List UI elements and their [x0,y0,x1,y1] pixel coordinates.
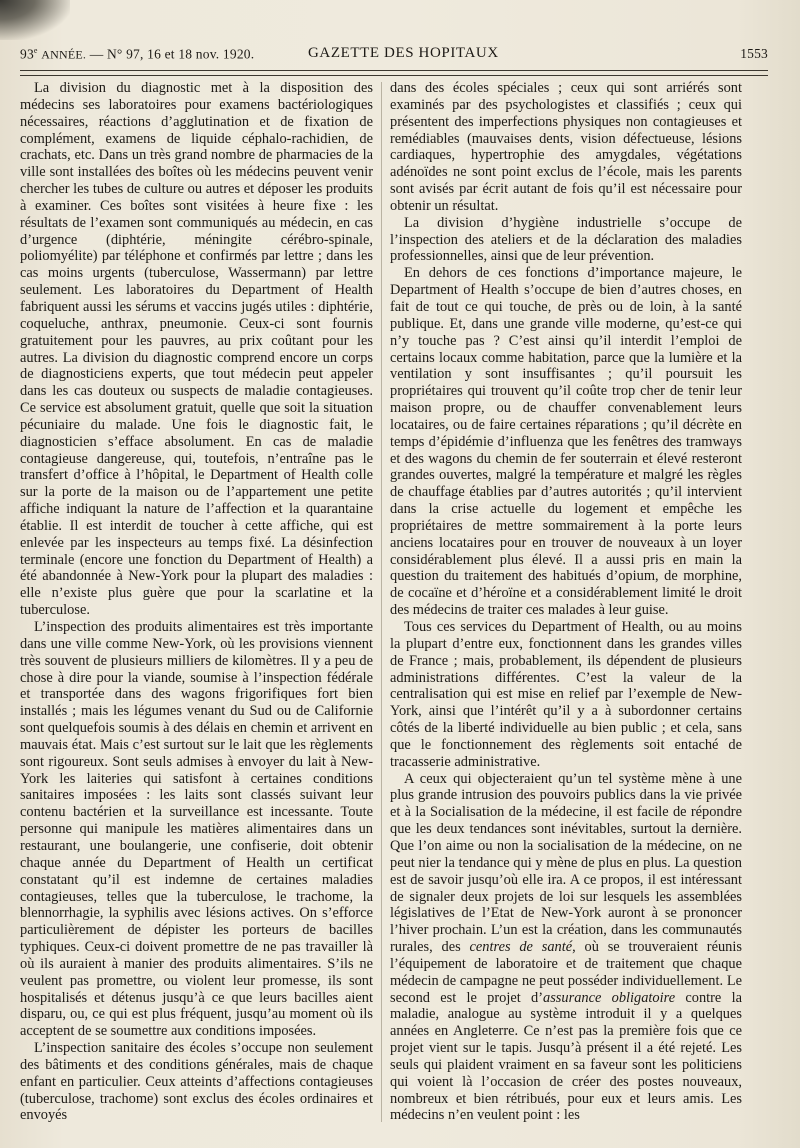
header-rule [20,70,768,76]
paragraph-industrial-hygiene: La division d’hygiène industrielle s’occupe de l’inspection des ateliers et de la déclaration des maladies professionnelles, ainsi que de leur prévention. [390,214,742,265]
issue-word: ANNÉE. [41,47,87,62]
issue-info [20,46,254,63]
left-column [20,80,373,1124]
socialisation-text-1: A ceux qui objecteraient qu’un tel système mène à une plus grande intrusion des pouvoirs publics dans la vie privée et à la Socialisation de la médecine, il est facile de répondre que les deux tendances sont inévitables, surtout la dernière. Que l’on aime ou non la socialisation de la médecine, on ne peut nier la tendance qui y mène de plus en plus. La question est de savoir jusqu’où elle ira. A ce propos, il est intéressant de signaler deux projets de loi sur lesquels les assemblées législatives de l’Etat de New-York auront à se prononcer l’hiver prochain. L’un est la création, dans les communautés rurales, des [390,770,742,956]
right-column [390,80,742,1124]
paragraph-school-inspection: L’inspection sanitaire des écoles s’occupe non seulement des bâtiments et des conditions générales, mais de chaque enfant en particulier. Ceux atteints d’affections contagieuses (tuberculose, trachome) sont exclus des écoles ordinaires et envoyés [20,1040,373,1124]
paragraph-diagnostic: La division du diagnostic met à la disposition des médecins ses laboratoires pour examens bactériologiques nécessaires, réactions d’agglutination et de fixation de complément, examens de liquide céphalo-rachidien, de crachats, etc. Dans un très grand nombre de pharmacies de la ville sont installées des boîtes où les médecins peuvent venir chercher les tubes de culture ou autres et déposer les produits à examiner. Ces boîtes sont visitées à heure fixe : les résultats de l’examen sont communiqués au médecin, en cas d’urgence (diphtérie, méningite cérébro-spinale, poliomyélite) par téléphone et confirmés par lettre ; dans les cas moins urgents (tuberculose, Wassermann) par lettre seulement. Les laboratoires du Department of Health fabriquent aussi les sérums et vaccins jugés utiles : diphtérie, coqueluche, anthrax, pneumonie. Ceux-ci sont fournis gratuitement pour les pauvres, au prix coûtant pour les autres. La division du diagnostic comprend encore un corps de diagnosticiens experts, que tout médecin peut appeler dans les cas douteux ou suspects de maladie contagieuses. Ce service est absolument gratuit, quelle que soit la situation pécuniaire du malade. Une fois le diagnostic fait, le diagnosticien s’efface absolument. En cas de maladie contagieuse dangereuse, qui, toutefois, n’entraîne pas le transfert d’office à l’hôpital, le Department of Health colle sur la porte de la maison ou de l’appartement une petite affiche indiquant la nature de l’affection et la quarantaine établie. Il est interdit de toucher à cette affiche, qui est enlevée par les inspecteurs au temps fixé. La désinfection terminale (encore une fonction du Department of Health) a été abandonnée à New-York pour la plupart des maladies : elle n’existe plus guère que pour la scarlatine et la tuberculose. [20,80,373,619]
paragraph-special-schools: dans des écoles spéciales ; ceux qui sont arriérés sont examinés par des psychologistes et classifiés ; ceux qui présentent des imperfections physiques non contagieuses et remédiables (mauvaises dents, vision défectueuse, lésions cardiaques, hypertrophie des amygdales, végétations adénoïdes ne sont point exclus de l’école, mais les parents sont avisés par écrit autant de fois qu’il est nécessaire pour obtenir un résultat. [390,80,742,214]
paragraph-other-functions: En dehors de ces fonctions d’importance majeure, le Department of Health s’occupe de bien d’autres choses, en fait de tout ce qui touche, de près ou de loin, à la santé publique. Et, dans une grande ville moderne, qu’est-ce qui n’y touche pas ? C’est ainsi qu’il interdit l’emploi de certains locaux comme habitation, parce que la lumière et la ventilation y sont insuffisantes ; qu’il poursuit les propriétaires qui trouvent qu’il coûte trop cher de tenir leur maison propre, ou de chauffer convenablement leurs locataires, ou de faire certaines réparations ; qu’il décrète en temps d’épidémie d’influenza que les fenêtres des tramways et des wagons du chemin de fer souterrain et élevé resteront grandes ouvertes, malgré la température et malgré les règles de chauffage établies par d’autres autorités ; qu’il intervient dans la crise actuelle du logement et empêche les propriétaires de mettre sommairement à la porte leurs anciens locataires pour en trouver de nouveaux à un loyer considérablement plus élevé. Il a aussi pris en main la question du traitement des habitués d’opium, de morphine, de cocaïne et d’héroïne et a considérablement limité le droit des médecins de traiter ces malades à leur guise. [390,265,742,619]
compulsory-insurance-term: assurance obligatoire [543,989,676,1006]
paragraph-france-comparison: Tous ces services du Department of Health, ou au moins la plupart d’entre eux, fonctionnent dans les grandes villes de France ; mais, probablement, ils dépendent de plusieurs administrations différentes. C’est la valeur de la centralisation qui est mise en relief par l’exemple de New-York, ainsi que l’intérêt qu’il y a à subordonner certains côtés de la liberté individuelle au bien public ; et cela, sans que le fonctionnement des règlements soit entaché de tracasserie administrative. [390,619,742,770]
socialisation-text-2: , où se trouveraient réunis l’équipement de laboratoire et de traitement que chaque médecin de campagne ne peut posséder individuellement. Le second est le projet d’ [390,939,742,1006]
issue-ordinal: e [33,46,38,55]
journal-title: GAZETTE DES HOPITAUX [308,45,499,61]
paragraph-food-inspection: L’inspection des produits alimentaires est très importante dans une ville comme New-York, où les provisions viennent très souvent de plusieurs milliers de kilomètres. Il y a peu de chose à dire pour la viande, soumise à l’inspection fédérale et transportée dans des wagons frigorifiques fort bien installés ; mais les légumes venant du Sud ou de Californie sont quelquefois soumis à des délais en chemin et arrivent en mauvais état. Mais c’est surtout sur le lait que les règlements sont rigoureux. Sont seuls admises à envoyer du lait à New-York les laiteries qui satisfont à certaines conditions sanitaires imposées : les laits sont classés suivant leur contenu bactérien et la surveillance est incessante. Toute personne qui manipule les matières alimentaires dans un restaurant, une boulangerie, une confiserie, doit obtenir chaque année du Department of Health un certificat constatant qu’il est indemne de certaines maladies contagieuses, telles que la tuberculose, le trachome, la blennorrhagie, la syphilis avec lésions actives. On s’efforce particulièrement de dépister les porteurs de bacilles typhiques. Ceux-ci doivent promettre de ne pas travailler là où ils auraient à manier des produits alimentaires. S’ils ne veulent pas promettre, ou violent leur promesse, ils sont hospitalisés et détenus jusqu’à ce que leurs bacilles aient disparu, ou, ce qui est plus fréquent, jusqu’au moment où ils acceptent de se soumettre aux conditions imposées. [20,619,373,1040]
running-header [20,44,768,66]
issue-number: 93 [20,46,34,62]
health-centres-term: centres de santé [469,939,573,956]
issue-date: — N° 97, 16 et 18 nov. 1920. [89,46,255,62]
socialisation-text-3: contre la maladie, analogue au système introduit il y a quelques années en Angleterre. Ce n’est pas la première fois que ce projet vient sur le tapis. Jusqu’à présent il a été rejeté. Les seuls qui plaident vraiment en sa faveur sont les politiciens qui voient là l’occasion de créer des postes nouveaux, nombreux et bien rétribués, pour eux et leurs amis. Les médecins n’en veulent point : les [390,989,742,1124]
paragraph-socialisation [390,771,742,1125]
column-divider [381,82,382,1122]
page-number: 1553 [740,46,768,61]
page-corner-shadow [0,0,70,40]
